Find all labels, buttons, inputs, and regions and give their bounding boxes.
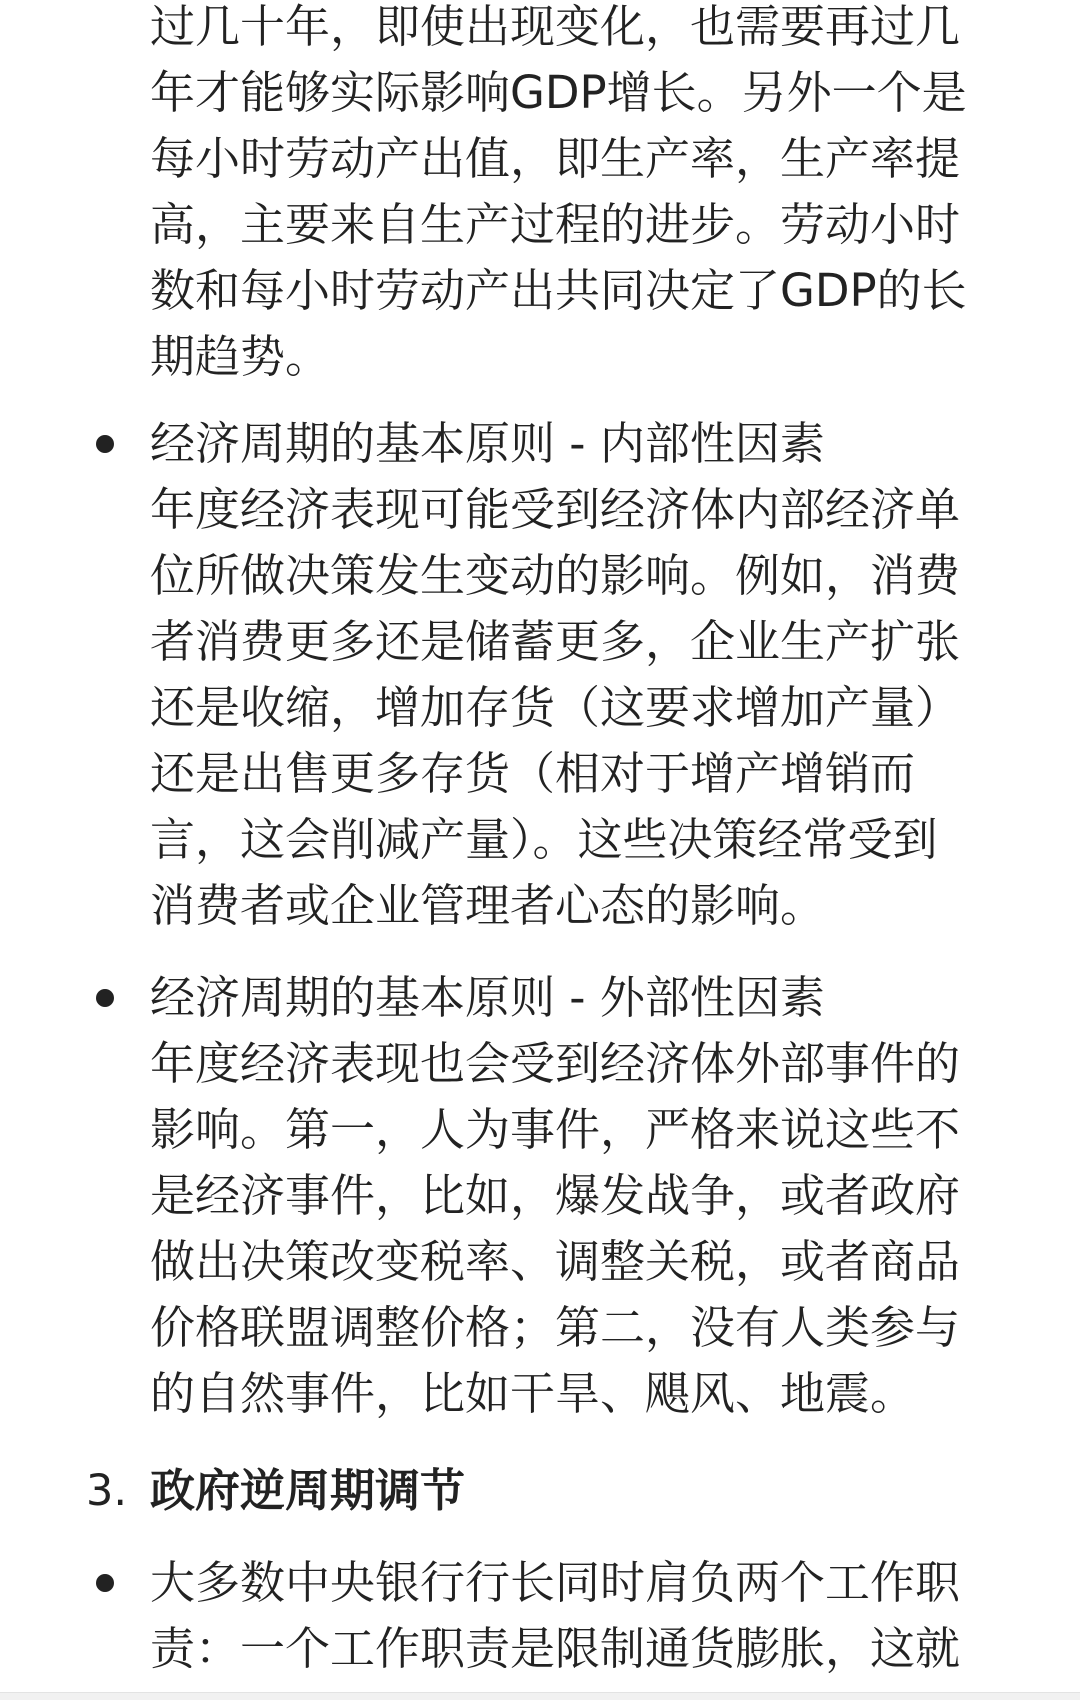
text-line: 每小时劳动产出值，即生产率，生产率提 — [150, 132, 961, 185]
text-line: 期趋势。 — [150, 330, 331, 383]
text-line: 年度经济表现可能受到经济体内部经济单 — [150, 483, 961, 536]
text-line: 过几十年，即使出现变化，也需要再过几 — [150, 0, 961, 53]
text-line: 的自然事件，比如干旱、飓风、地震。 — [150, 1367, 916, 1420]
bullet-title: 经济周期的基本原则 - 外部性因素 — [150, 971, 825, 1024]
text-line: 责：一个工作职责是限制通货膨胀，这就 — [150, 1622, 961, 1675]
bullet-external-factors — [150, 965, 960, 1427]
bullet-dot — [96, 1574, 114, 1592]
section-heading: 政府逆周期调节 — [150, 1464, 466, 1517]
bullet-dot — [96, 989, 114, 1007]
text-line: 言，这会削减产量）。这些决策经常受到 — [150, 813, 938, 866]
text-line: 消费者或企业管理者心态的影响。 — [150, 879, 826, 932]
bullet-internal-factors — [150, 411, 960, 939]
text-line: 者消费更多还是储蓄更多，企业生产扩张 — [150, 615, 961, 668]
text-line: 年才能够实际影响GDP增长。另外一个是 — [150, 66, 967, 119]
bullet-dot — [96, 435, 114, 453]
intro-paragraph — [150, 0, 967, 390]
text-line: 位所做决策发生变动的影响。例如，消费 — [150, 549, 961, 602]
text-line: 数和每小时劳动产出共同决定了GDP的长 — [150, 264, 967, 317]
text-line: 价格联盟调整价格；第二，没有人类参与 — [150, 1301, 961, 1354]
section-number: 3. — [86, 1466, 128, 1516]
text-line: 还是出售更多存货（相对于增产增销而 — [150, 747, 916, 800]
text-line: 大多数中央银行行长同时肩负两个工作职 — [150, 1556, 961, 1609]
text-line: 年度经济表现也会受到经济体外部事件的 — [150, 1037, 961, 1090]
text-line: 是经济事件，比如，爆发战争，或者政府 — [150, 1169, 961, 1222]
text-line: 影响。第一，人为事件，严格来说这些不 — [150, 1103, 961, 1156]
text-line: 高，主要来自生产过程的进步。劳动小时 — [150, 198, 961, 251]
bullet-central-bank — [150, 1550, 960, 1682]
text-line: 做出决策改变税率、调整关税，或者商品 — [150, 1235, 961, 1288]
text-line: 还是收缩，增加存货（这要求增加产量） — [150, 681, 961, 734]
bullet-title: 经济周期的基本原则 - 内部性因素 — [150, 417, 825, 470]
